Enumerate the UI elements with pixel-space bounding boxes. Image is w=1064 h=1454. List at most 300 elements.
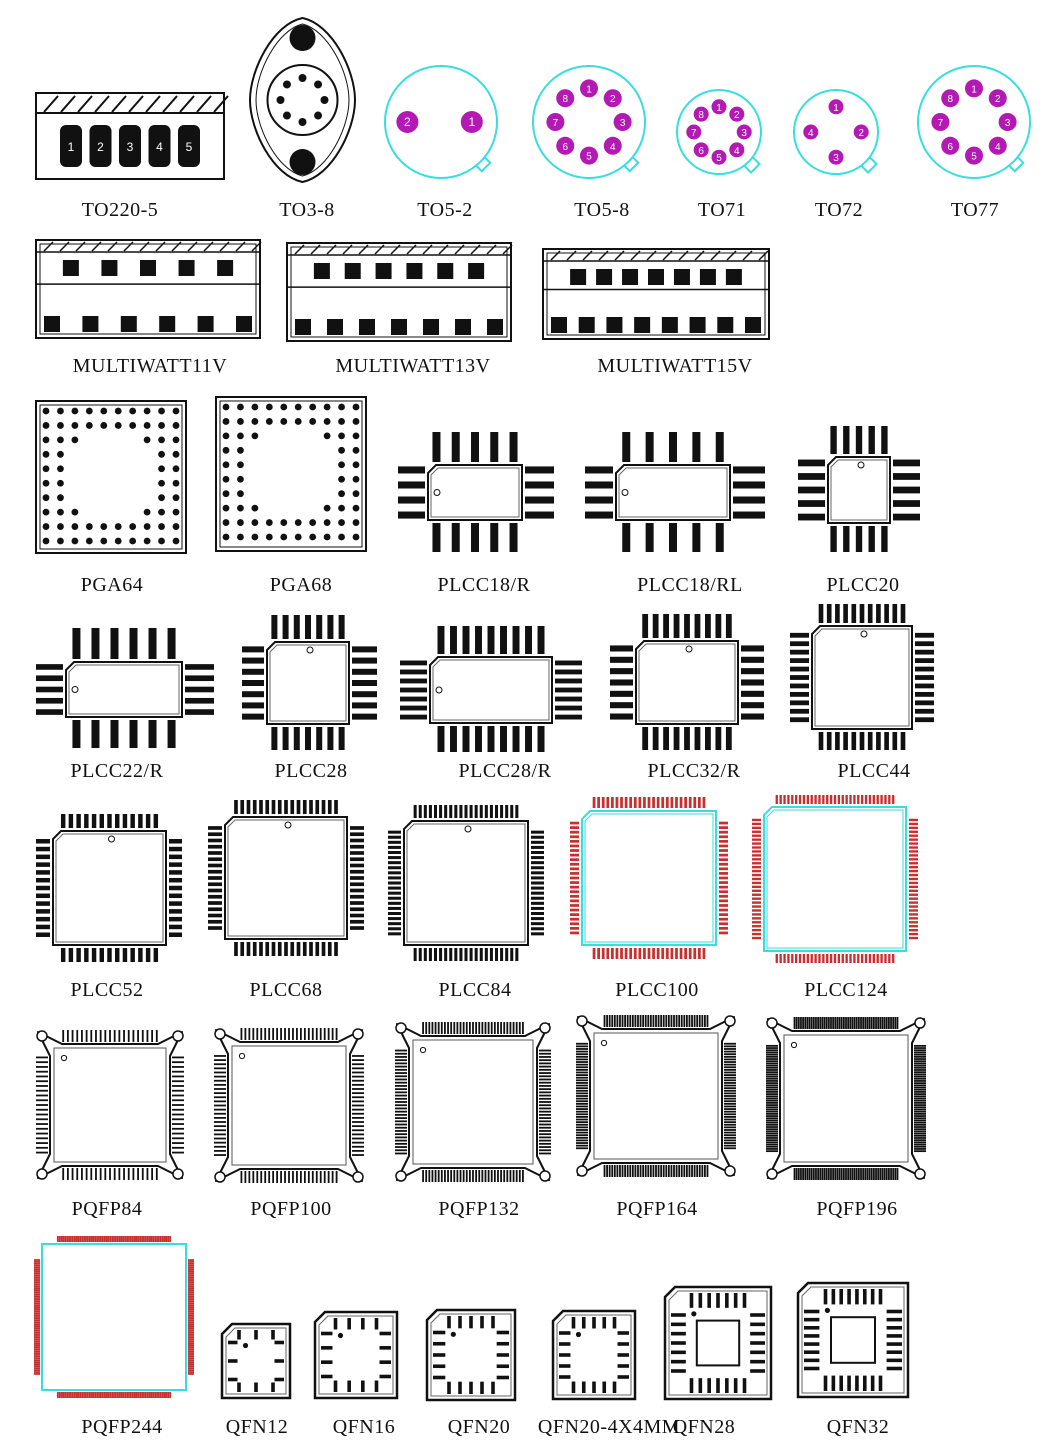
package-label: PLCC124	[804, 979, 888, 1001]
pin	[34, 1373, 40, 1375]
pin	[395, 1075, 407, 1077]
pin	[334, 800, 338, 814]
pin	[693, 797, 696, 808]
pin	[576, 1082, 588, 1084]
pin	[640, 1165, 642, 1177]
pin	[766, 1146, 778, 1148]
pin1-marker	[338, 1333, 343, 1338]
pin	[480, 805, 483, 818]
pin	[690, 1378, 694, 1393]
pin	[328, 800, 332, 814]
pin	[724, 1090, 736, 1092]
pin	[610, 645, 633, 651]
pin	[653, 1015, 655, 1027]
pin	[849, 1168, 851, 1180]
pin	[525, 512, 554, 519]
pin	[604, 1165, 606, 1177]
package-body	[430, 657, 552, 723]
pin	[539, 1056, 551, 1058]
pin	[78, 1392, 80, 1398]
pin	[265, 800, 269, 814]
package-label: PLCC52	[70, 979, 144, 1001]
pin	[914, 1109, 926, 1111]
pin	[733, 512, 765, 519]
pin	[34, 1322, 40, 1324]
pin	[638, 797, 641, 808]
pin	[915, 700, 934, 705]
pin	[689, 1015, 691, 1027]
pin	[807, 795, 809, 804]
pin	[707, 1015, 709, 1027]
pin	[822, 795, 824, 804]
pin	[752, 870, 761, 872]
pin	[627, 1015, 629, 1027]
corner-tab	[577, 1166, 587, 1176]
pin	[668, 1015, 670, 1027]
pin	[914, 1133, 926, 1135]
pin	[388, 892, 401, 895]
pin	[59, 1392, 61, 1398]
pin	[188, 1369, 194, 1371]
pin	[877, 1017, 879, 1029]
package-label: MULTIWATT13V	[335, 355, 491, 377]
pin	[214, 1142, 226, 1144]
pin	[798, 473, 825, 480]
pin	[158, 523, 165, 530]
pin	[166, 1236, 168, 1242]
pin	[316, 615, 322, 639]
pin	[425, 1022, 427, 1034]
pin	[398, 496, 425, 503]
pin	[680, 948, 683, 959]
pin	[134, 1392, 136, 1398]
pin	[107, 1392, 109, 1398]
pin	[395, 1098, 407, 1100]
pin	[188, 1278, 194, 1280]
pin	[316, 727, 322, 750]
pin	[851, 604, 856, 623]
pin	[142, 1168, 144, 1180]
pin	[214, 1129, 226, 1131]
pin	[879, 1289, 883, 1304]
pin	[214, 1076, 226, 1078]
pin	[352, 1154, 364, 1156]
pin	[109, 1392, 111, 1398]
pin	[352, 1055, 364, 1057]
package-row-1	[36, 18, 1030, 221]
pin	[280, 1171, 282, 1183]
pin	[610, 657, 633, 663]
pin-number: 2	[994, 94, 1001, 106]
pin	[491, 1316, 495, 1328]
pin	[129, 523, 136, 530]
pin	[576, 1108, 588, 1110]
pin	[353, 447, 360, 454]
pin	[787, 795, 789, 804]
pin	[214, 1059, 226, 1061]
pin	[882, 1017, 884, 1029]
pin	[724, 1106, 736, 1108]
pin	[576, 1051, 588, 1053]
pin	[570, 890, 579, 893]
pin	[741, 679, 764, 685]
pin	[915, 650, 934, 655]
pin	[388, 866, 401, 869]
pin	[661, 948, 664, 959]
package-plcc100	[570, 797, 728, 1001]
pin	[139, 1392, 141, 1398]
pin	[395, 1111, 407, 1113]
pin	[395, 1079, 407, 1081]
pin	[475, 1170, 477, 1182]
pin	[576, 1119, 588, 1121]
pin	[893, 500, 920, 507]
pin1-marker	[420, 1047, 425, 1052]
pin	[616, 1165, 618, 1177]
pin	[111, 1392, 113, 1398]
pin	[98, 1392, 100, 1398]
package-label: QFN28	[672, 1416, 736, 1438]
pin	[297, 800, 301, 814]
pin	[388, 932, 401, 935]
pin	[309, 942, 313, 956]
pin	[463, 1022, 465, 1034]
pin	[576, 1103, 588, 1105]
pin	[513, 726, 520, 752]
pin	[74, 1236, 76, 1242]
pin	[699, 1293, 703, 1308]
pin	[34, 1316, 40, 1318]
package-plcc20	[798, 426, 920, 596]
pin	[915, 684, 934, 689]
pin	[164, 1392, 166, 1398]
pin	[871, 1017, 873, 1029]
pin	[576, 1077, 588, 1079]
pin	[68, 1392, 70, 1398]
pin	[188, 1261, 194, 1263]
pin	[188, 1371, 194, 1373]
pin	[894, 1168, 896, 1180]
pin	[862, 1017, 864, 1029]
pin	[488, 726, 495, 752]
pin	[766, 1058, 778, 1060]
pin	[817, 1017, 819, 1029]
pin	[352, 1105, 364, 1107]
pin	[861, 954, 863, 963]
pin	[352, 658, 377, 664]
pin1-marker	[622, 490, 628, 496]
pin	[576, 1043, 588, 1045]
pin	[450, 626, 457, 654]
pin	[888, 795, 890, 804]
pin	[36, 1076, 48, 1078]
pin	[57, 494, 64, 501]
pin	[36, 847, 50, 851]
pin	[106, 1392, 108, 1398]
pin	[352, 1059, 364, 1061]
pin	[352, 1076, 364, 1078]
pin	[352, 1084, 364, 1086]
pin	[359, 319, 375, 335]
pin	[909, 905, 918, 907]
pin	[338, 461, 345, 468]
pin	[361, 1381, 365, 1392]
pin	[618, 1364, 629, 1368]
pin	[321, 1332, 332, 1336]
pin	[790, 658, 809, 663]
corner-tab	[725, 1166, 735, 1176]
pin	[860, 1168, 862, 1180]
package-plcc52	[36, 814, 182, 1001]
pin	[894, 1017, 896, 1029]
pin	[272, 1171, 274, 1183]
pin	[882, 1168, 884, 1180]
pin	[616, 797, 619, 808]
pin	[352, 714, 377, 720]
pin-number: 1	[833, 102, 839, 114]
pin	[488, 1170, 490, 1182]
pin	[683, 1165, 685, 1177]
pin	[237, 534, 244, 541]
pin	[663, 1165, 665, 1177]
pin	[490, 805, 493, 818]
pin	[214, 1092, 226, 1094]
pin	[253, 800, 257, 814]
pin	[76, 948, 80, 962]
pin	[733, 496, 765, 503]
pin	[114, 1030, 116, 1042]
pin	[352, 1117, 364, 1119]
pin	[266, 418, 273, 425]
pin	[497, 1331, 509, 1335]
pin	[485, 805, 488, 818]
pin	[395, 1056, 407, 1058]
pin	[395, 1088, 407, 1090]
pin	[719, 913, 728, 916]
pin	[719, 858, 728, 861]
pin	[531, 831, 544, 834]
pin	[576, 1056, 588, 1058]
pin	[172, 1071, 184, 1073]
pin	[188, 1267, 194, 1269]
pin	[570, 881, 579, 884]
package-label: PLCC20	[826, 574, 900, 596]
pin	[719, 909, 728, 912]
pin	[158, 494, 165, 501]
pin	[766, 1115, 778, 1117]
pin	[724, 1064, 736, 1066]
pin	[188, 1293, 194, 1295]
pin	[339, 727, 345, 750]
pin	[137, 1030, 139, 1042]
pin	[800, 1017, 802, 1029]
pin	[63, 1392, 65, 1398]
pin	[585, 481, 613, 488]
pin	[228, 1378, 238, 1382]
pin	[400, 679, 427, 684]
pin	[36, 1142, 48, 1144]
pin	[36, 870, 50, 874]
pin	[172, 1095, 184, 1097]
pin	[510, 1022, 512, 1034]
pin	[719, 895, 728, 898]
pin	[428, 1170, 430, 1182]
pin	[570, 932, 579, 935]
pin	[858, 1168, 860, 1180]
pin	[447, 1022, 449, 1034]
pin	[266, 519, 273, 526]
package-plcc44	[790, 604, 934, 782]
pin	[495, 805, 498, 818]
pin	[314, 263, 330, 279]
pin	[395, 1114, 407, 1116]
pin	[699, 1378, 703, 1393]
pin	[324, 534, 331, 541]
pin	[766, 1113, 778, 1115]
pin	[188, 1282, 194, 1284]
pin	[480, 1316, 484, 1328]
pin	[555, 706, 582, 711]
pin	[909, 894, 918, 896]
pin	[110, 628, 118, 659]
pin	[169, 847, 182, 851]
pin	[34, 1291, 40, 1293]
pin	[803, 954, 805, 963]
package-multiwatt13v	[287, 243, 512, 377]
pin	[675, 948, 678, 959]
pin	[188, 1326, 194, 1328]
pin	[619, 1015, 621, 1027]
pin	[666, 797, 669, 808]
pin	[570, 927, 579, 930]
pin	[531, 836, 544, 839]
pin	[610, 713, 633, 719]
pin	[766, 1063, 778, 1065]
pin	[803, 795, 805, 804]
pin	[645, 1165, 647, 1177]
pin	[34, 1274, 40, 1276]
pin	[172, 1099, 184, 1101]
pin	[487, 319, 503, 335]
pin	[214, 1125, 226, 1127]
pin	[752, 894, 761, 896]
pin	[835, 604, 840, 623]
pin	[34, 1293, 40, 1295]
pin	[869, 526, 875, 552]
pin	[471, 523, 479, 552]
package-pqfp84	[36, 1030, 184, 1220]
pin	[873, 954, 875, 963]
pin	[70, 1236, 72, 1242]
pin	[423, 319, 439, 335]
pin	[480, 1382, 484, 1394]
pin	[172, 1080, 184, 1082]
pin	[658, 1165, 660, 1177]
package-body	[397, 1024, 549, 1180]
package-body	[53, 831, 166, 945]
pin	[766, 1135, 778, 1137]
pin	[188, 1364, 194, 1366]
pin	[811, 1017, 813, 1029]
pin	[576, 1059, 588, 1061]
package-label: QFN20	[447, 1416, 511, 1438]
pin	[671, 797, 674, 808]
package-qfn16	[315, 1312, 397, 1438]
pin	[188, 1373, 194, 1375]
pin	[162, 1392, 164, 1398]
pin	[914, 1049, 926, 1051]
pin	[766, 1095, 778, 1097]
pin	[43, 494, 50, 501]
pin	[513, 1170, 515, 1182]
pin	[909, 870, 918, 872]
pin	[622, 432, 630, 462]
pin	[674, 269, 690, 285]
pin	[34, 1358, 40, 1360]
pin	[766, 1067, 778, 1069]
pin	[149, 1236, 151, 1242]
pin	[36, 1071, 48, 1073]
pin	[766, 1073, 778, 1075]
pin	[328, 1028, 330, 1040]
pin	[115, 1392, 117, 1398]
pin	[169, 878, 182, 882]
pin	[234, 800, 238, 814]
pin	[144, 436, 151, 443]
pin	[576, 1074, 588, 1076]
pin	[169, 932, 182, 936]
pin	[724, 1124, 736, 1126]
pin	[272, 942, 276, 956]
pin	[62, 1030, 64, 1042]
pin	[893, 487, 920, 494]
pin	[522, 1170, 524, 1182]
pin	[188, 1320, 194, 1322]
pin	[169, 886, 182, 890]
pin	[256, 1171, 258, 1183]
pin	[188, 1331, 194, 1333]
pin	[819, 732, 824, 750]
pin	[208, 876, 222, 880]
pin	[169, 894, 182, 898]
pin	[280, 519, 287, 526]
pin	[149, 1392, 151, 1398]
pin	[822, 1168, 824, 1180]
pin	[576, 1087, 588, 1089]
pin	[214, 1113, 226, 1115]
pin	[424, 805, 427, 818]
pin	[188, 1299, 194, 1301]
pin	[684, 727, 690, 750]
pin	[790, 641, 809, 646]
pin	[172, 1061, 184, 1063]
pin	[147, 1168, 149, 1180]
pin	[510, 523, 518, 552]
pin	[750, 1369, 765, 1373]
pin	[439, 805, 442, 818]
pin	[316, 1171, 318, 1183]
pin	[531, 917, 544, 920]
pin	[34, 1305, 40, 1307]
pin	[884, 954, 886, 963]
pin	[34, 1337, 40, 1339]
pin	[555, 715, 582, 720]
pin	[85, 1236, 87, 1242]
pin	[100, 408, 107, 415]
pin	[455, 319, 471, 335]
pin	[570, 877, 579, 880]
pin	[43, 538, 50, 545]
